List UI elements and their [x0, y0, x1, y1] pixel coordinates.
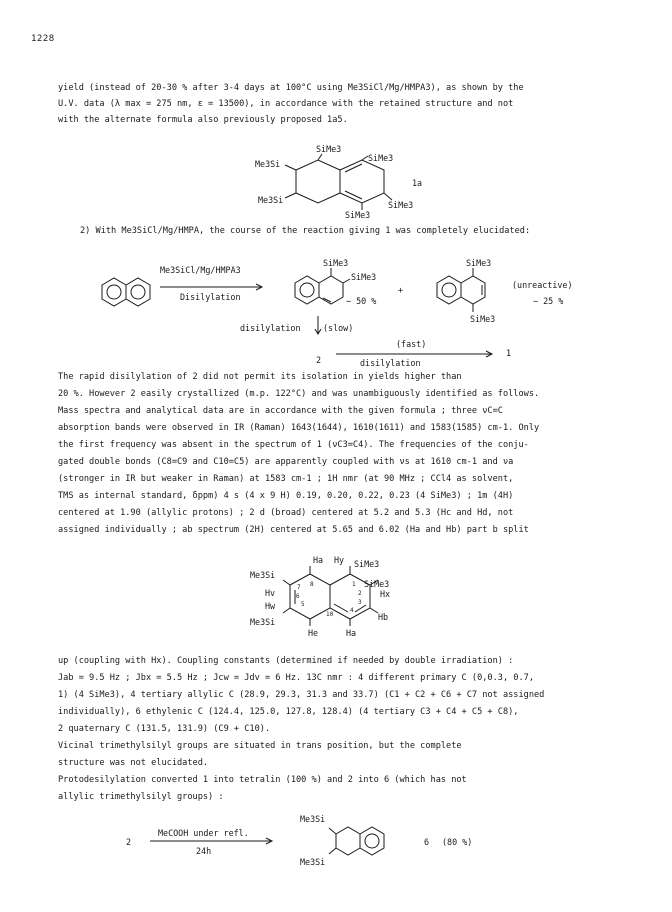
- arrow-label: disilylation: [360, 358, 421, 368]
- sime3-group: SiMe3: [364, 579, 390, 589]
- para3-line: Jab = 9.5 Hz ; Jbx = 5.5 Hz ; Jcw = Jdv = 6 Hz. 13C nmr : 4 different primary C (0,0.3, 0.7,: [58, 673, 534, 683]
- reagent: MeCOOH under refl.: [158, 828, 249, 838]
- atom-number: 6: [296, 593, 300, 600]
- para2-line: gated double bonds (C8=C9 and C10=C5) are apparently coupled with νs at 1610 cm-1 and νa: [58, 457, 514, 467]
- para3-line: 2 quaternary C (131.5, 131.9) (C9 + C10).: [58, 724, 271, 734]
- sime3-group: Me3Si: [300, 857, 326, 867]
- proton-label: Hy: [334, 555, 345, 565]
- sime3-group: Me3Si: [300, 814, 326, 824]
- para2-line: The rapid disilylation of 2 did not permit its isolation in yields higher than: [58, 372, 462, 382]
- atom-number: 3: [358, 599, 362, 606]
- fast-label: (fast): [396, 339, 427, 349]
- sime3-group: SiMe3: [351, 272, 377, 282]
- para2-line: (stronger in IR but weaker in Raman) at 1583 cm-1 ; 1H nmr (at 90 MHz ; CCl4 as solvent,: [58, 474, 514, 484]
- down-label: disilylation: [240, 323, 301, 333]
- atom-number: 8: [310, 581, 314, 588]
- note: (unreactive): [512, 280, 573, 290]
- time: 24h: [196, 846, 212, 856]
- para3-line: up (coupling with Hx). Coupling constants (determined if needed by double irradiation) :: [58, 656, 514, 666]
- para2-line: the first frequency was absent in the spectrum of 1 (νC3=C4). The frequencies of the conju-: [58, 440, 529, 450]
- para3-line: allylic trimethylsilyl groups) :: [58, 792, 224, 802]
- proton-label: Hb: [378, 612, 389, 622]
- sime3-group: SiMe3: [470, 314, 496, 324]
- para1-line: yield (instead of 20-30 % after 3-4 days at 100°C using Me3SiCl/Mg/HMPA3), as shown by the: [58, 83, 524, 93]
- sime3-group: Me3Si: [255, 159, 281, 169]
- page-number: 1228: [31, 34, 55, 44]
- compound-label: 1: [506, 348, 512, 358]
- para2-line: centered at 1.90 (allylic protons) ; 2 d (broad) centered at 5.2 and 5.3 (Hc and Hd, not: [58, 508, 514, 518]
- para2-line: TMS as internal standard, δppm) 4 s (4 x 9 H) 0.19, 0.20, 0.22, 0.23 (4 SiMe3) ; 1m (4H): [58, 491, 514, 501]
- atom-number: 4: [350, 607, 354, 614]
- yield: ∼ 25 %: [533, 296, 564, 306]
- atom-number: 7: [297, 584, 301, 591]
- proton-label: Ha: [346, 628, 357, 638]
- atom-number: 5: [301, 601, 305, 608]
- para3-line: Vicinal trimethylsilyl groups are situated in trans position, but the complete: [58, 741, 462, 751]
- reagent: Me3SiCl/Mg/HMPA3: [160, 265, 241, 275]
- para3-line: individually), 6 ethylenic C (124.4, 125.0, 127.8, 128.4) (4 tertiary C3 + C4 + C5 + C8),: [58, 707, 519, 717]
- sime3-group: SiMe3: [466, 258, 492, 268]
- para3-line: 1) (4 SiMe3), 4 tertiary allylic C (28.9, 29.3, 31.3 and 33.7) (C1 + C2 + C6 + C7 not assigned: [58, 690, 545, 700]
- compound-label: 6: [424, 837, 430, 847]
- compound-label: 1a: [412, 178, 423, 188]
- para2-line: absorption bands were observed in IR (Raman) 1643(1644), 1610(1611) and 1583(1585) cm-1. Only: [58, 423, 540, 433]
- proton-label: Hw: [265, 601, 276, 611]
- plus-sign: +: [398, 285, 404, 295]
- compound-label: 2: [126, 837, 132, 847]
- yield: ∼ 50 %: [346, 296, 377, 306]
- sime3-group: SiMe3: [368, 153, 394, 163]
- sime3-group: SiMe3: [388, 200, 414, 210]
- item-2: 2) With Me3SiCl/Mg/HMPA, the course of the reaction giving 1 was completely elucidated:: [80, 226, 531, 236]
- sime3-group: Me3Si: [250, 570, 276, 580]
- atom-number: 10: [326, 611, 334, 618]
- para3-line: structure was not elucidated.: [58, 758, 209, 768]
- para1-line: U.V. data (λ max = 275 nm, ε = 13500), in accordance with the retained structure and not: [58, 99, 514, 109]
- arrow-label: Disilylation: [180, 292, 241, 302]
- sime3-group: Me3Si: [258, 195, 284, 205]
- yield: (80 %): [442, 837, 473, 847]
- para2-line: assigned individually ; ab spectrum (2H) centered at 5.65 and 6.02 (Ha and Hb) part b split: [58, 525, 529, 535]
- proton-label: Hx: [380, 589, 391, 599]
- para2-line: Mass spectra and analytical data are in accordance with the given formula ; three νC=C: [58, 406, 503, 416]
- sime3-group: SiMe3: [354, 559, 380, 569]
- sime3-group: SiMe3: [316, 144, 342, 154]
- atom-number: 1: [352, 581, 356, 588]
- compound-label: 2: [316, 355, 322, 365]
- para1-line: with the alternate formula also previously proposed 1a5.: [58, 115, 348, 125]
- para2-line: 20 %. However 2 easily crystallized (m.p. 122°C) and was unambiguously identified as follows.: [58, 389, 540, 399]
- down-label: (slow): [323, 323, 354, 333]
- proton-label: Ha: [313, 555, 324, 565]
- sime3-group: Me3Si: [250, 617, 276, 627]
- para3-line: Protodesilylation converted 1 into tetralin (100 %) and 2 into 6 (which has not: [58, 775, 467, 785]
- proton-label: Hv: [265, 588, 276, 598]
- sime3-group: SiMe3: [323, 258, 349, 268]
- atom-number: 2: [358, 590, 362, 597]
- sime3-group: SiMe3: [345, 210, 371, 220]
- proton-label: He: [308, 628, 319, 638]
